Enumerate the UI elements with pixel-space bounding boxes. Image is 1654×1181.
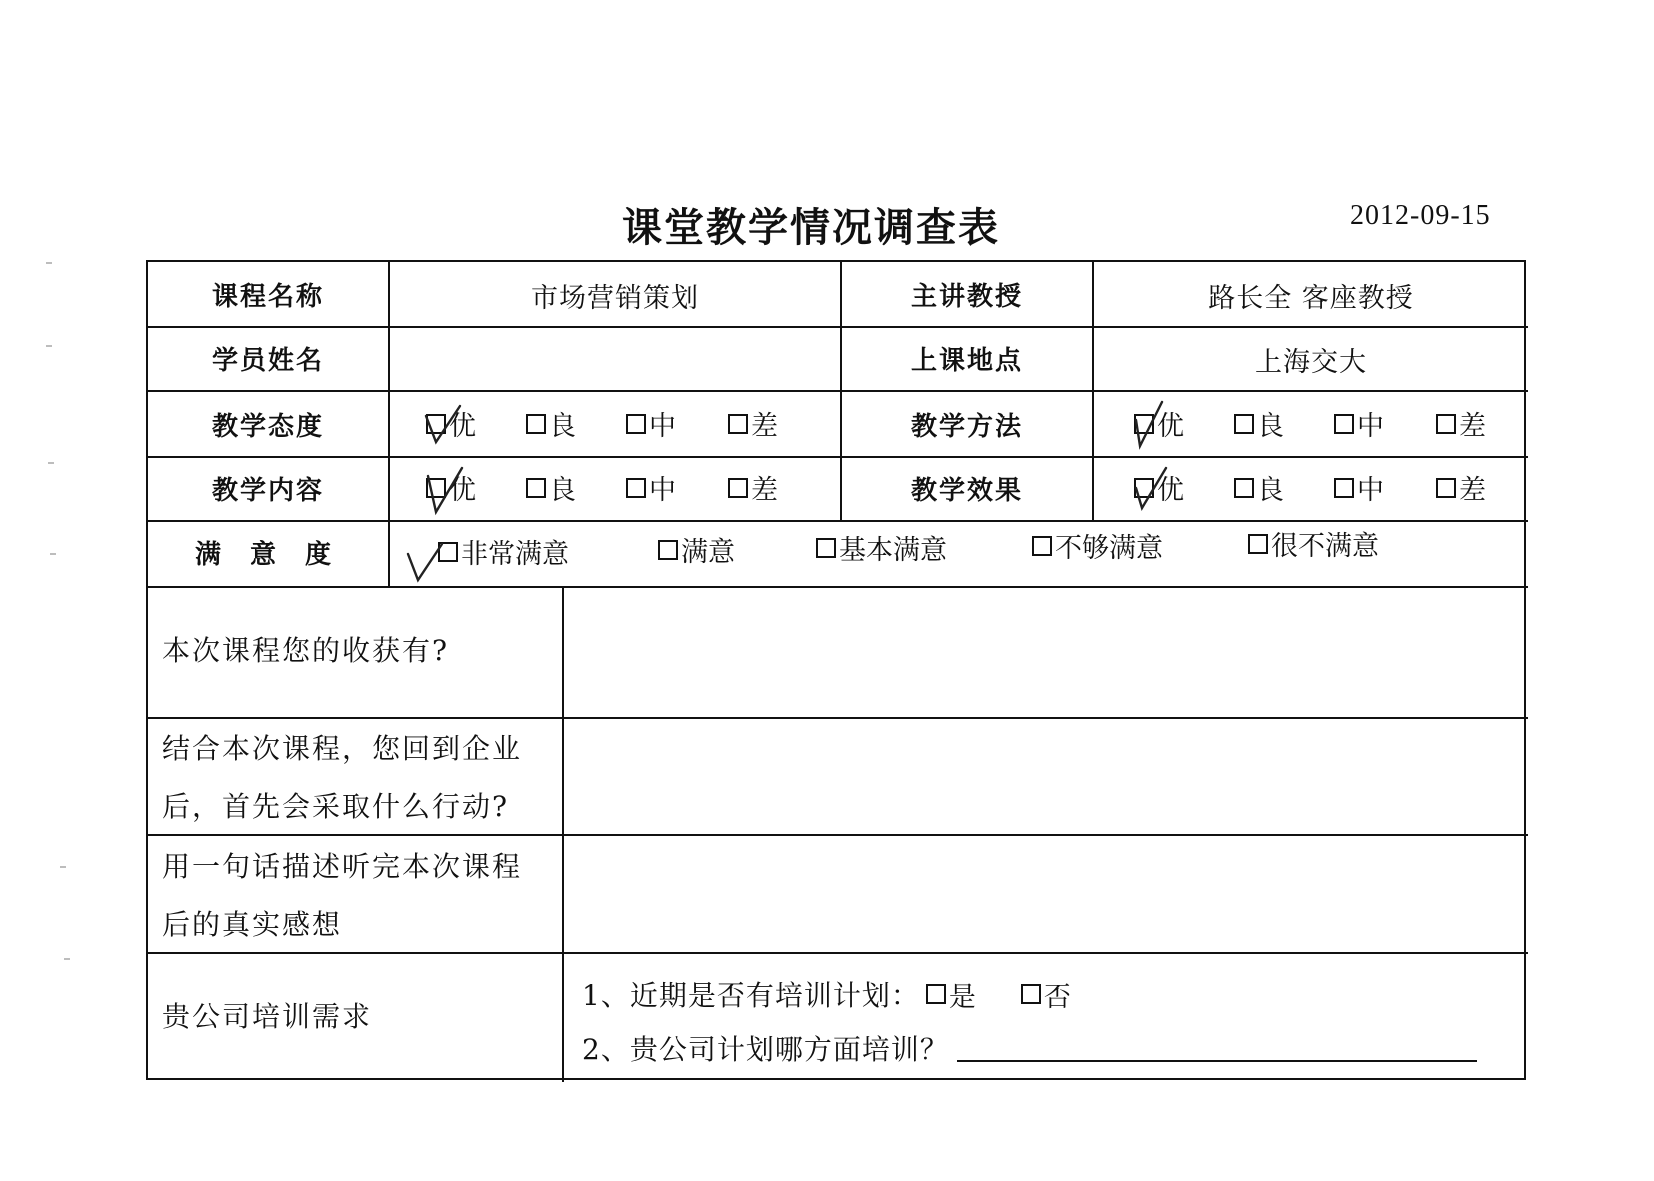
scan-mark bbox=[48, 462, 54, 464]
checkbox-checked[interactable] bbox=[1134, 478, 1154, 498]
handwritten-check-icon bbox=[1132, 402, 1172, 450]
method-option-excellent[interactable]: 优 bbox=[1134, 404, 1184, 443]
scan-mark bbox=[60, 866, 66, 868]
attitude-option-good[interactable]: 良 bbox=[526, 404, 576, 443]
row-divider bbox=[148, 456, 1528, 458]
course-name-value: 市场营销策划 bbox=[531, 283, 699, 314]
content-option-good[interactable]: 良 bbox=[526, 468, 576, 507]
training-plan-question: 1、近期是否有培训计划： 是 否 bbox=[582, 974, 1072, 1014]
label-teaching-effect: 教学效果 bbox=[910, 476, 1023, 506]
checkbox[interactable] bbox=[1436, 414, 1456, 434]
method-option-good[interactable]: 良 bbox=[1234, 404, 1284, 443]
page-title: 课堂教学情况调查表 bbox=[622, 204, 1000, 251]
attitude-option-average[interactable]: 中 bbox=[626, 404, 676, 443]
checkbox[interactable] bbox=[526, 478, 546, 498]
content-option-excellent[interactable]: 优 bbox=[426, 468, 476, 507]
content-option-poor[interactable]: 差 bbox=[728, 468, 778, 507]
training-area-question: 2、贵公司计划哪方面培训？ bbox=[582, 1028, 1477, 1068]
checkbox[interactable] bbox=[1334, 478, 1354, 498]
answer-feeling-field[interactable] bbox=[564, 836, 1528, 952]
checkbox-checked[interactable] bbox=[1134, 414, 1154, 434]
checkbox[interactable] bbox=[626, 414, 646, 434]
method-option-average[interactable]: 中 bbox=[1334, 404, 1384, 443]
lecturer-value: 路长全 客座教授 bbox=[1208, 283, 1414, 314]
location-value: 上海交大 bbox=[1255, 347, 1367, 378]
attitude-option-poor[interactable]: 差 bbox=[728, 404, 778, 443]
training-plan-yes[interactable]: 是 bbox=[926, 975, 977, 1014]
checkbox[interactable] bbox=[1021, 984, 1041, 1004]
checkbox[interactable] bbox=[1248, 534, 1268, 554]
satisfaction-option-not-satisfied[interactable]: 不够满意 bbox=[1032, 526, 1163, 565]
training-area-input[interactable] bbox=[957, 1034, 1477, 1062]
question-feeling: 用一句话描述听完本次课程 后的真实感想 bbox=[162, 850, 523, 941]
label-location: 上课地点 bbox=[910, 346, 1023, 376]
checkbox[interactable] bbox=[626, 478, 646, 498]
satisfaction-option-very-unsatisfied[interactable]: 很不满意 bbox=[1248, 524, 1379, 563]
answer-gain-field[interactable] bbox=[564, 588, 1528, 717]
label-satisfaction: 满 意 度 bbox=[194, 540, 342, 570]
checkbox[interactable] bbox=[526, 414, 546, 434]
method-option-poor[interactable]: 差 bbox=[1436, 404, 1486, 443]
checkbox-checked[interactable] bbox=[438, 542, 458, 562]
satisfaction-option-satisfied[interactable]: 满意 bbox=[658, 530, 735, 569]
checkbox[interactable] bbox=[658, 540, 678, 560]
content-option-average[interactable]: 中 bbox=[626, 468, 676, 507]
handwritten-check-icon bbox=[1132, 466, 1172, 514]
effect-option-average[interactable]: 中 bbox=[1334, 468, 1384, 507]
label-course-name: 课程名称 bbox=[211, 282, 324, 312]
checkbox[interactable] bbox=[926, 984, 946, 1004]
handwritten-check-icon bbox=[424, 402, 464, 450]
checkbox[interactable] bbox=[1436, 478, 1456, 498]
label-lecturer: 主讲教授 bbox=[910, 282, 1023, 312]
scan-mark bbox=[64, 958, 70, 960]
checkbox[interactable] bbox=[816, 538, 836, 558]
checkbox[interactable] bbox=[1032, 536, 1052, 556]
checkbox[interactable] bbox=[1234, 478, 1254, 498]
row-divider bbox=[148, 390, 1528, 392]
attitude-option-excellent[interactable]: 优 bbox=[426, 404, 476, 443]
label-teaching-content: 教学内容 bbox=[211, 476, 324, 506]
checkbox[interactable] bbox=[1234, 414, 1254, 434]
label-teaching-attitude: 教学态度 bbox=[211, 412, 324, 442]
label-teaching-method: 教学方法 bbox=[910, 412, 1023, 442]
survey-table bbox=[146, 260, 1526, 1080]
effect-option-poor[interactable]: 差 bbox=[1436, 468, 1486, 507]
label-student-name: 学员姓名 bbox=[211, 346, 324, 376]
satisfaction-option-basically-satisfied[interactable]: 基本满意 bbox=[816, 528, 947, 567]
row-divider bbox=[148, 326, 1528, 328]
scan-mark bbox=[46, 262, 52, 264]
row-divider bbox=[148, 520, 1528, 522]
question-training-needs: 贵公司培训需求 bbox=[162, 1000, 373, 1033]
handwritten-check-icon bbox=[424, 466, 464, 514]
checkbox-checked[interactable] bbox=[426, 414, 446, 434]
effect-option-good[interactable]: 良 bbox=[1234, 468, 1284, 507]
scan-mark bbox=[46, 345, 52, 347]
effect-option-excellent[interactable]: 优 bbox=[1134, 468, 1184, 507]
answer-action-field[interactable] bbox=[564, 719, 1528, 834]
question-action: 结合本次课程，您回到企业 后，首先会采取什么行动? bbox=[162, 732, 523, 823]
satisfaction-option-very-satisfied[interactable]: 非常满意 bbox=[438, 532, 569, 571]
handwritten-check-icon bbox=[406, 540, 446, 588]
checkbox-checked[interactable] bbox=[426, 478, 446, 498]
survey-date: 2012-09-15 bbox=[1350, 200, 1491, 231]
scan-mark bbox=[50, 553, 56, 555]
checkbox[interactable] bbox=[728, 414, 748, 434]
question-gain: 本次课程您的收获有? bbox=[162, 634, 450, 667]
training-plan-no[interactable]: 否 bbox=[1021, 975, 1072, 1014]
checkbox[interactable] bbox=[1334, 414, 1354, 434]
checkbox[interactable] bbox=[728, 478, 748, 498]
